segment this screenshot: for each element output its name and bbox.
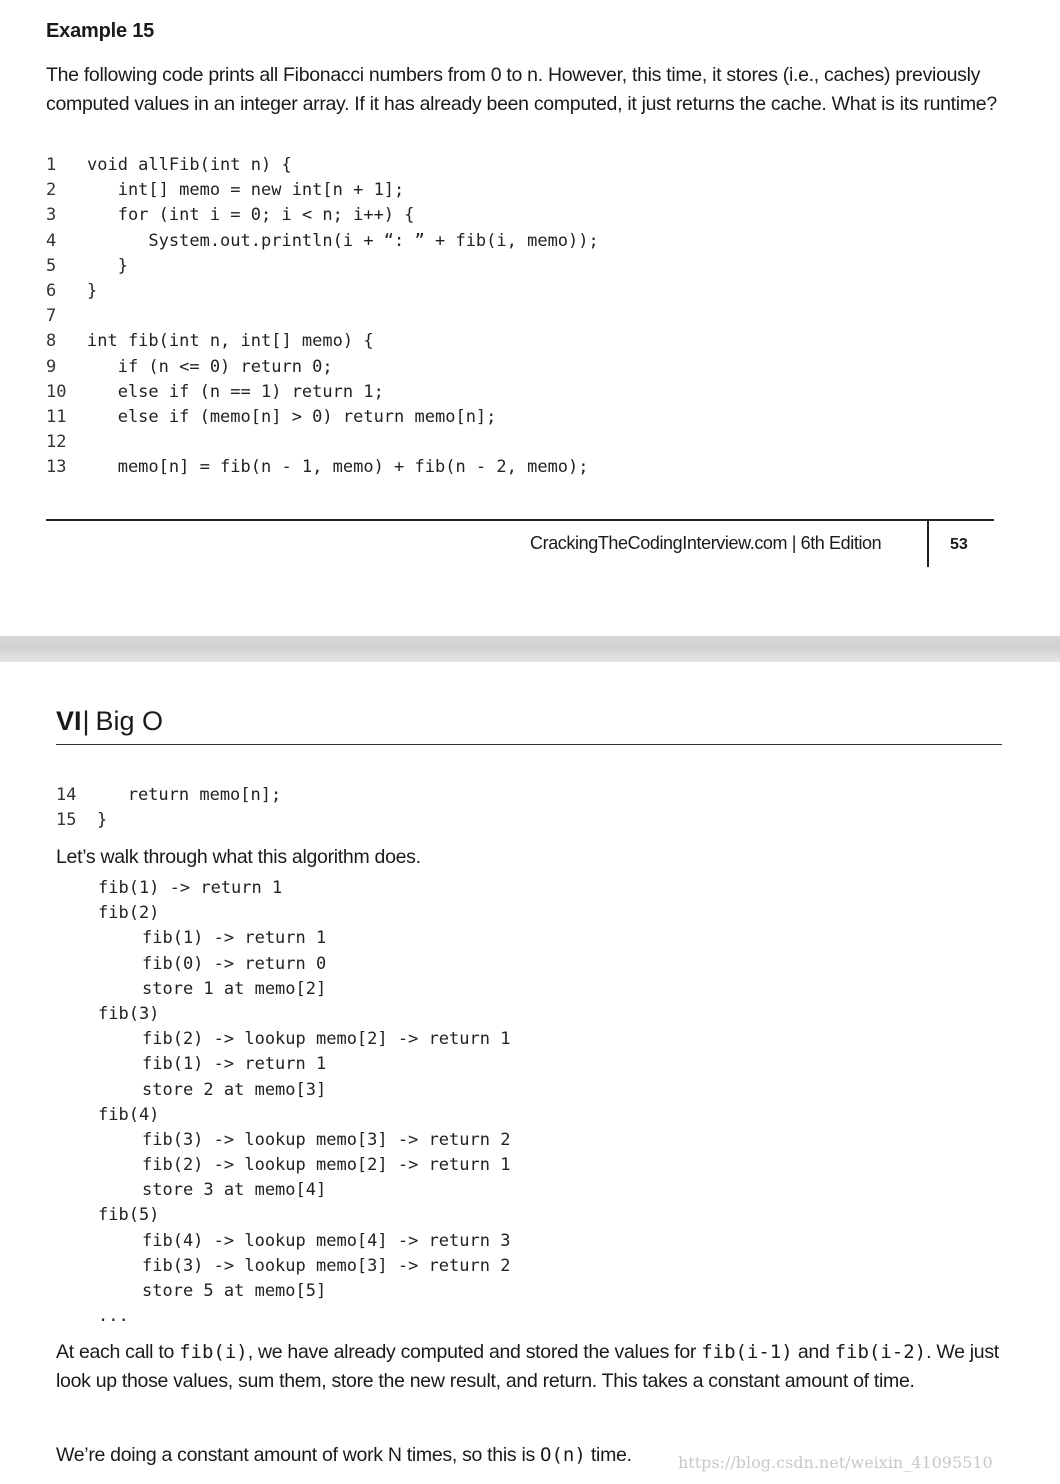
chapter-header [56, 706, 163, 737]
line-number: 2 [46, 180, 57, 201]
line-number: 1 [46, 155, 57, 175]
code-text: else if (n == 1) return 1; [87, 381, 384, 402]
text-run: We’re doing a constant amount of work N times, so this is [56, 1444, 541, 1466]
code-listing-top [46, 153, 599, 480]
top-page [0, 0, 1060, 636]
inline-code: O(n) [540, 1444, 586, 1466]
code-listing-continued [56, 783, 281, 833]
code-text: System.out.println(i + “: ” + fib(i, memo)); [87, 230, 599, 251]
conclusion-paragraph [56, 1441, 632, 1470]
chapter-number: VI [56, 706, 82, 736]
footer-site: CrackingTheCodingInterview.com | 6th Edition [530, 533, 882, 553]
code-line [46, 304, 599, 329]
code-line [46, 355, 599, 380]
trace-line: fib(2) -> lookup memo[2] -> return 1 [142, 1029, 511, 1050]
chapter-title: Big O [95, 706, 164, 736]
chapter-rule [56, 744, 1002, 745]
footer-separator [927, 521, 929, 567]
code-line [46, 329, 599, 354]
code-text: } [87, 280, 98, 301]
line-number: 7 [46, 306, 57, 327]
code-text: void allFib(int n) { [87, 155, 292, 175]
trace-line: fib(3) -> lookup memo[3] -> return 2 [142, 1255, 511, 1276]
code-line [46, 178, 599, 203]
code-line [46, 455, 599, 480]
trace-line: fib(2) [98, 903, 160, 924]
trace-line: store 3 at memo[4] [142, 1180, 327, 1201]
trace-line: fib(5) [98, 1205, 160, 1226]
trace-line: fib(3) -> lookup memo[3] -> return 2 [142, 1129, 511, 1150]
code-line [46, 430, 599, 455]
code-line [46, 229, 599, 254]
line-number: 13 [46, 457, 67, 478]
page-divider [0, 636, 1060, 662]
code-line [56, 808, 281, 833]
trace-line: fib(3) [98, 1003, 160, 1024]
line-number: 3 [46, 205, 57, 226]
code-line [56, 783, 281, 808]
line-number: 4 [46, 230, 57, 251]
intro-paragraph: The following code prints all Fibonacci numbers from 0 to n. However, this time, it stores (i.e., caches) previously computed values in an integer array. If it has already been computed, it just returns the cache. What is its runtime? [46, 64, 997, 115]
trace-line: fib(0) -> return 0 [142, 953, 327, 974]
code-text: if (n <= 0) return 0; [87, 356, 333, 377]
trace-line: store 5 at memo[5] [142, 1281, 327, 1301]
walkthrough-intro: Let’s walk through what this algorithm does. [56, 846, 421, 868]
page-number: 53 [950, 536, 968, 553]
line-number: 11 [46, 406, 67, 427]
code-line [46, 380, 599, 405]
code-line [46, 405, 599, 430]
code-text: } [97, 810, 108, 831]
code-line [46, 153, 599, 178]
trace-line: fib(1) -> return 1 [98, 878, 283, 898]
footer-rule [46, 519, 994, 521]
code-line [46, 203, 599, 228]
code-text: return memo[n]; [97, 785, 282, 805]
chapter-separator: | [82, 706, 90, 736]
text-run: , we have already computed and stored the values for [247, 1341, 702, 1363]
line-number: 6 [46, 280, 57, 301]
line-number: 8 [46, 331, 57, 352]
trace-line: fib(1) -> return 1 [142, 1054, 327, 1075]
code-text: else if (memo[n] > 0) return memo[n]; [87, 406, 497, 427]
line-number: 12 [46, 432, 67, 453]
trace-line: store 2 at memo[3] [142, 1079, 327, 1100]
line-number: 9 [46, 356, 57, 377]
example-heading: Example 15 [46, 20, 155, 42]
code-text: for (int i = 0; i < n; i++) { [87, 205, 415, 226]
trace-line: ... [98, 1306, 129, 1327]
text-run: and [792, 1341, 835, 1363]
code-text: memo[n] = fib(n - 1, memo) + fib(n - 2, memo); [87, 457, 589, 478]
line-number: 10 [46, 381, 67, 402]
inline-code: fib(i-1) [701, 1341, 793, 1363]
code-text: } [87, 255, 128, 276]
line-number: 5 [46, 255, 57, 276]
code-line [46, 254, 599, 279]
trace-line: fib(1) -> return 1 [142, 928, 327, 949]
text-run: time. [585, 1444, 632, 1466]
explanation-paragraph [56, 1338, 1016, 1395]
trace-line: fib(4) -> lookup memo[4] -> return 3 [142, 1230, 511, 1251]
watermark-url: https://blog.csdn.net/weixin_41095510 [678, 1453, 993, 1472]
line-number: 14 [56, 785, 77, 805]
inline-code: fib(i-2) [834, 1341, 927, 1363]
text-run: . We just look up those values, sum them, store the new result, and return. This takes a constant amount of time. [56, 1341, 999, 1392]
trace-line: fib(2) -> lookup memo[2] -> return 1 [142, 1155, 511, 1176]
code-line [46, 279, 599, 304]
walkthrough-trace [98, 876, 510, 1329]
trace-line: store 1 at memo[2] [142, 978, 327, 999]
text-run: At each call to [56, 1341, 180, 1363]
code-text: int[] memo = new int[n + 1]; [87, 180, 405, 201]
code-text: int fib(int n, int[] memo) { [87, 331, 374, 352]
inline-code: fib(i) [179, 1341, 248, 1363]
line-number: 15 [56, 810, 77, 831]
trace-line: fib(4) [98, 1104, 160, 1125]
